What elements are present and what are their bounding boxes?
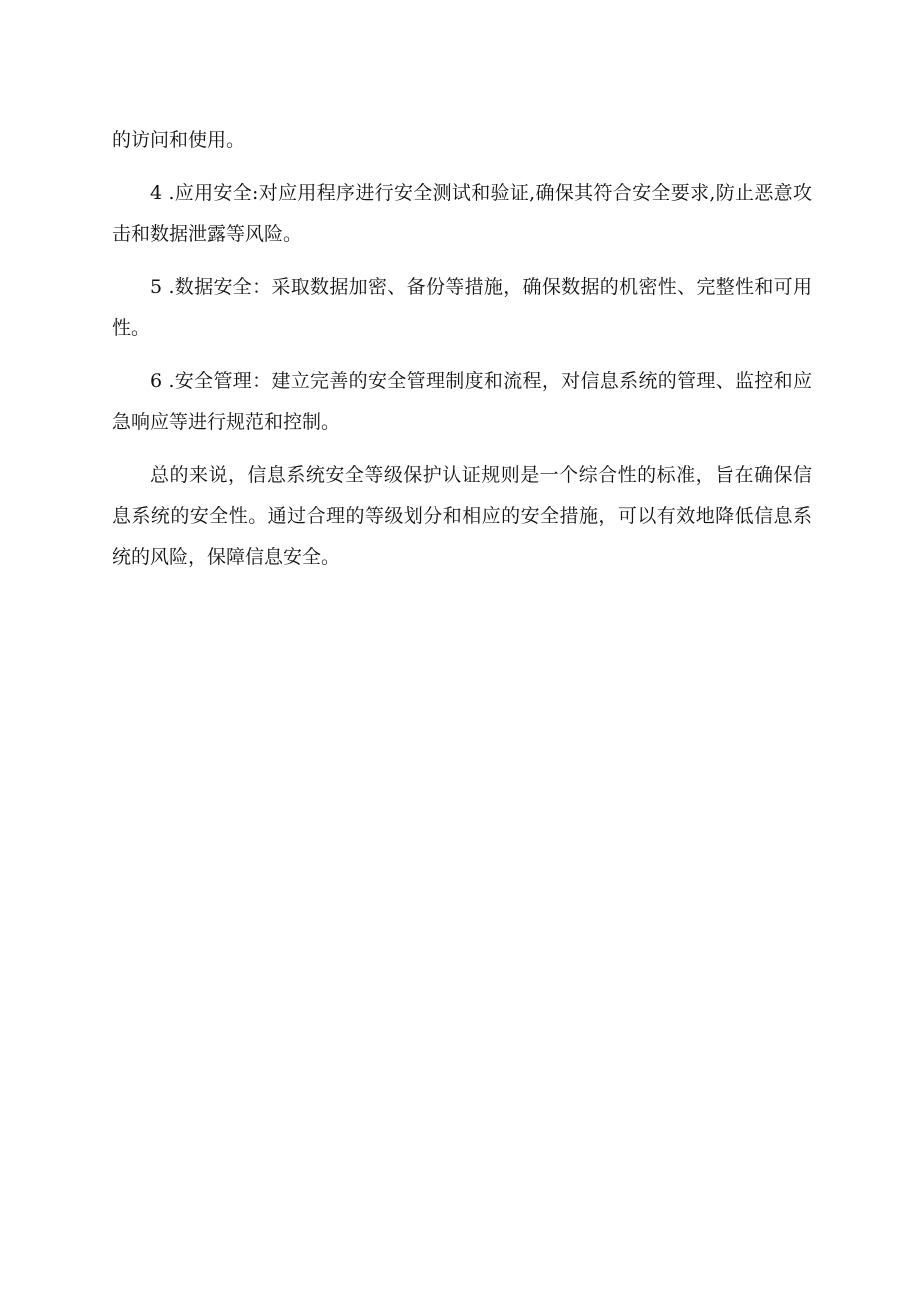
paragraph-continuation: 的访问和使用。 [112, 129, 246, 151]
paragraph-security-management: 6 .安全管理：建立完善的安全管理制度和流程，对信息系统的管理、监控和应急响应等进行规范和控制。 [112, 370, 812, 433]
document-body [112, 120, 812, 578]
paragraph-application-security: 4 .应用安全:对应用程序进行安全测试和验证,确保其符合安全要求,防止恶意攻击和数据泄露等风险。 [112, 182, 812, 245]
paragraph-summary: 总的来说，信息系统安全等级保护认证规则是一个综合性的标准，旨在确保信息系统的安全性。通过合理的等级划分和相应的安全措施，可以有效地降低信息系统的风险，保障信息安全。 [112, 464, 812, 568]
paragraph-data-security: 5 .数据安全：采取数据加密、备份等措施，确保数据的机密性、完整性和可用性。 [112, 276, 812, 339]
